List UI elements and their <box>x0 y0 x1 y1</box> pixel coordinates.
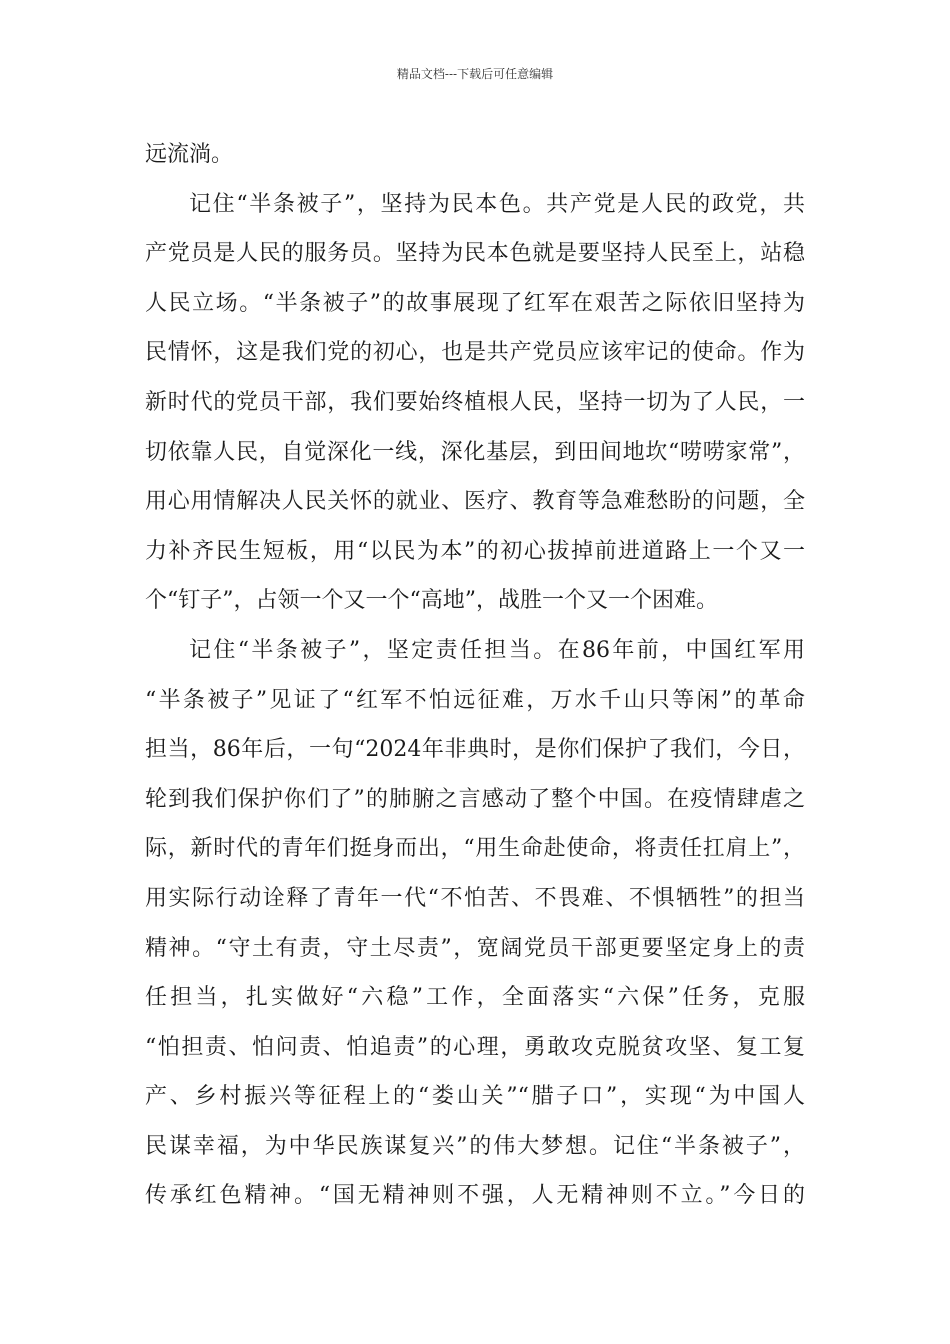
text-line: 用心用情解决人民关怀的就业、医疗、教育等急难愁盼的问题，全 <box>145 489 805 515</box>
paragraph-first-line: 记住“半条被子”，坚持为民本色。共产党是人民的政党，共 <box>189 191 805 217</box>
text-line: 产、乡村振兴等征程上的“娄山关”“腊子口”，实现“为中国人 <box>145 1084 805 1110</box>
text-line: 际，新时代的青年们挺身而出，“用生命赴使命，将责任扛肩上”， <box>145 836 805 862</box>
page-header: 精品文档---下载后可任意编辑 <box>396 67 554 81</box>
text-line: 用实际行动诠释了青年一代“不怕苦、不畏难、不惧牺牲”的担当 <box>145 885 805 911</box>
text-line: 轮到我们保护你们了”的肺腑之言感动了整个中国。在疫情肆虐之 <box>145 786 805 812</box>
text-line: 民谋幸福，为中华民族谋复兴”的伟大梦想。记住“半条被子”， <box>145 1133 805 1159</box>
document-body <box>145 130 805 1221</box>
text-line: 人民立场。“半条被子”的故事展现了红军在艰苦之际依旧坚持为 <box>145 290 805 316</box>
text-line: 远流淌。 <box>145 142 234 167</box>
text-line: 产党员是人民的服务员。坚持为民本色就是要坚持人民至上，站稳 <box>145 241 805 267</box>
text-line: 新时代的党员干部，我们要始终植根人民，坚持一切为了人民，一 <box>145 389 805 415</box>
text-line: 民情怀，这是我们党的初心，也是共产党员应该牢记的使命。作为 <box>145 340 805 366</box>
text-line: 力补齐民生短板，用“以民为本”的初心拔掉前进道路上一个又一 <box>145 538 805 564</box>
text-line: 个“钉子”，占领一个又一个“高地”，战胜一个又一个困难。 <box>145 588 718 614</box>
paragraph-first-line: 记住“半条被子”，坚定责任担当。在86年前，中国红军用 <box>189 637 805 663</box>
text-line: 精神。“守土有责，守土尽责”，宽阔党员干部更要坚定身上的责 <box>145 935 805 961</box>
text-line: “半条被子”见证了“红军不怕远征难，万水千山只等闲”的革命 <box>145 687 805 713</box>
text-line: 任担当，扎实做好“六稳”工作，全面落实“六保”任务，克服 <box>145 985 805 1011</box>
text-line: 传承红色精神。“国无精神则不强，人无精神则不立。”今日的 <box>145 1183 805 1209</box>
text-line: 切依靠人民，自觉深化一线，深化基层，到田间地坎“唠唠家常”， <box>145 439 805 465</box>
text-line: “怕担责、怕问责、怕追责”的心理，勇敢攻克脱贫攻坚、复工复 <box>145 1034 805 1060</box>
text-line: 担当，86年后，一句“2024年非典时，是你们保护了我们，今日， <box>145 737 805 763</box>
